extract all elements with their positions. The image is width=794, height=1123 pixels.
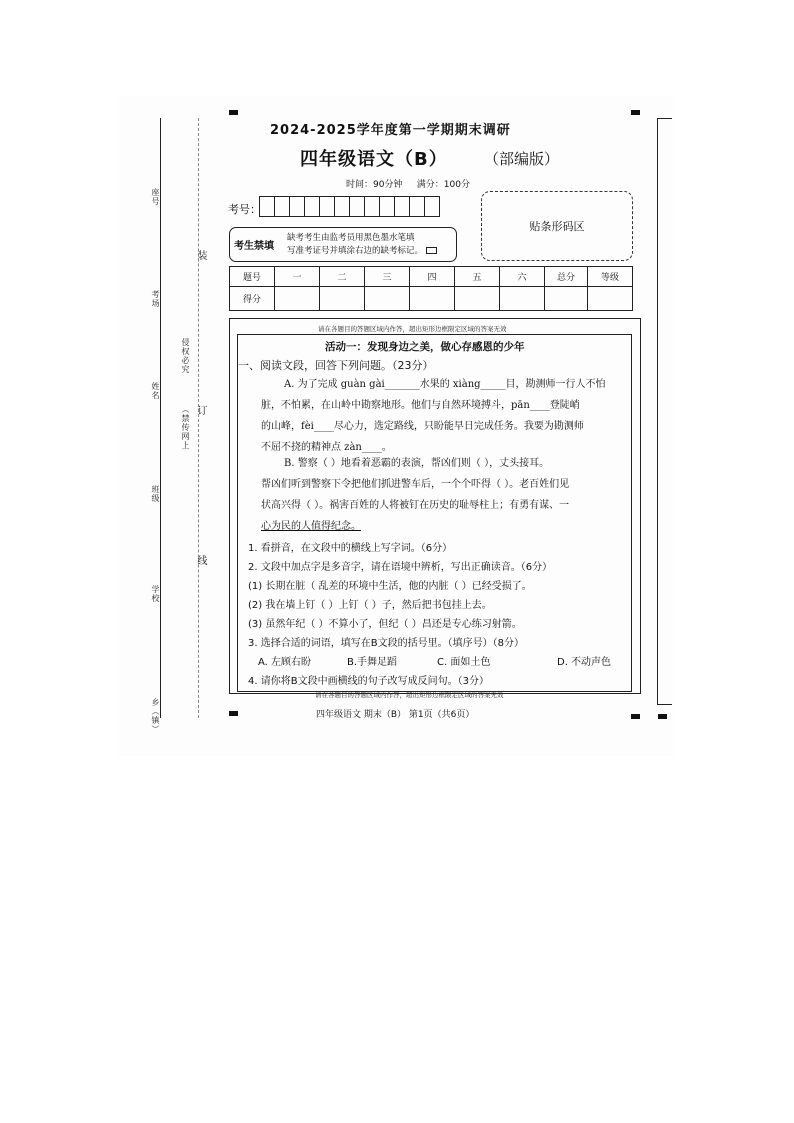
- examinee-forbidden-box: [229, 227, 457, 262]
- next-page-edge: [657, 118, 672, 705]
- q3-option-c: C. 面如土色: [437, 657, 491, 668]
- score-cell[interactable]: [320, 287, 365, 311]
- score-cell[interactable]: [455, 287, 500, 311]
- score-cell[interactable]: [275, 287, 320, 311]
- score-cell[interactable]: [500, 287, 545, 311]
- score-header: 二: [320, 267, 365, 287]
- forbidden-line2: 写准考证号并填涂右边的缺考标记。: [287, 246, 424, 256]
- no-upload-warning: （禁传网上: [181, 405, 190, 450]
- score-table-row: [230, 287, 633, 311]
- score-header: 六: [500, 267, 545, 287]
- binding-line: [160, 118, 161, 718]
- exam-title: 2024-2025学年度第一学期期末调研: [270, 123, 511, 138]
- score-row-label: 得分: [230, 287, 275, 311]
- q3-option-a: A. 左顾右盼: [258, 657, 312, 668]
- score-cell[interactable]: [365, 287, 410, 311]
- edition-label: （部编版）: [484, 150, 560, 168]
- question-2-2: (2) 我在墙上钉（ ）上钉（ ）子，然后把书包挂上去。: [248, 600, 492, 611]
- time-limit: 时间：90分钟: [346, 180, 403, 190]
- score-cell[interactable]: [588, 287, 633, 311]
- barcode-area: [481, 191, 633, 261]
- registration-mark: [631, 110, 640, 115]
- score-header: 三: [365, 267, 410, 287]
- absent-mark-checkbox[interactable]: [426, 247, 437, 254]
- score-header: 五: [455, 267, 500, 287]
- passage-b-line: 帮凶们听到警察下令把他们抓进警车后，一个个吓得（ ）。老百姓们见: [261, 479, 570, 490]
- room-label: 考场: [151, 290, 160, 308]
- forbidden-line1: 缺考考生由监考员用黑色墨水笔填: [287, 233, 415, 243]
- passage-b-line: B. 警察（ ）地看着恶霸的表演，帮凶们则（ ），丈头接耳。: [284, 458, 550, 469]
- question-2: 2. 文段中加点字是多音字，请在语境中辨析，写出正确读音。（6分）: [248, 562, 553, 573]
- binding-cut-line: [198, 118, 199, 718]
- question-4: 4. 请你将B文段中画横线的句子改写成反问句。（3分）: [248, 676, 489, 687]
- passage-a-line: 的山峰，fèi____尽心力，选定路线，只盼能早日完成任务。我要为勘测师: [261, 421, 584, 432]
- score-table-header-row: [230, 267, 633, 287]
- passage-a-line: 脏，不怕累，在山岭中勘察地形。他们与自然环境搏斗，pān____登陡峭: [261, 400, 580, 411]
- page-footer: 四年级语文 期末（B） 第1页（共6页）: [316, 710, 475, 720]
- score-table: [229, 266, 633, 311]
- passage-b-line: 状高兴得（ ）。祸害百姓的人将被钉在历史的耻辱柱上；有勇有谋、一: [261, 500, 570, 511]
- cut-word-xian: 线: [195, 555, 206, 566]
- frame-notice-top: 请在各题目的答题区域内作答，超出矩形边框限定区域的答案无效: [318, 325, 507, 333]
- question-1: 1. 看拼音，在文段中的横线上写字词。（6分）: [248, 543, 453, 554]
- activity-title: 活动一：发现身边之美，做心存感恩的少年: [325, 341, 525, 353]
- copyright-warning: 侵权必究: [181, 338, 190, 374]
- exam-subtitle: 四年级语文（B）: [300, 149, 448, 170]
- registration-mark: [631, 714, 640, 719]
- cut-word-ding: 订: [195, 405, 206, 416]
- question-2-3: (3) 虽然年纪（ ）不算小了，但纪（ ）昌还是专心练习射箭。: [248, 619, 522, 630]
- score-header: 四: [410, 267, 455, 287]
- forbidden-label: 考生禁填: [234, 241, 274, 252]
- frame-notice-bottom: 请在各题目的答题区域内作答，超出矩形边框限定区域的答案无效: [315, 691, 504, 699]
- full-score: 满分：100分: [416, 180, 470, 190]
- score-cell[interactable]: [545, 287, 588, 311]
- registration-mark: [658, 714, 667, 719]
- passage-a-line: A. 为了完成 guàn gài_______水果的 xiàng_____目，勘测师一行人不怕: [284, 379, 606, 390]
- score-header: 等级: [588, 267, 633, 287]
- seat-label: 座号: [151, 188, 160, 206]
- passage-b-line: 心为民的人值得纪念。: [261, 521, 361, 532]
- class-label: 班级: [151, 485, 160, 503]
- score-header: 总分: [545, 267, 588, 287]
- question-3: 3. 选择合适的词语，填写在B文段的括号里。（填序号）（8分）: [248, 638, 524, 649]
- exam-number-boxes[interactable]: [259, 196, 439, 217]
- name-label: 姓名: [151, 382, 160, 400]
- school-label: 学校: [151, 585, 160, 603]
- question-2-1: (1) 长期在脏（ 乱差的环境中生活，他的内脏（ ）已经受损了。: [248, 581, 532, 592]
- section-one-title: 一、阅读文段，回答下列问题。（23分）: [238, 359, 434, 372]
- forbidden-text: [287, 232, 437, 258]
- q3-option-d: D. 不动声色: [557, 657, 612, 668]
- barcode-label: 贴条形码区: [529, 220, 585, 233]
- score-cell[interactable]: [410, 287, 455, 311]
- cut-word-zhuang: 装: [195, 250, 206, 261]
- time-info: [346, 177, 470, 190]
- registration-mark: [229, 110, 238, 115]
- score-header: 题号: [230, 267, 275, 287]
- town-label: 乡（镇）: [151, 698, 160, 734]
- score-header: 一: [275, 267, 320, 287]
- registration-mark: [229, 711, 238, 716]
- passage-a-line: 不屈不挠的精神点 zàn____。: [261, 442, 392, 453]
- exam-number-label: 考号：: [228, 203, 261, 216]
- q3-option-b: B.手舞足蹈: [347, 657, 398, 668]
